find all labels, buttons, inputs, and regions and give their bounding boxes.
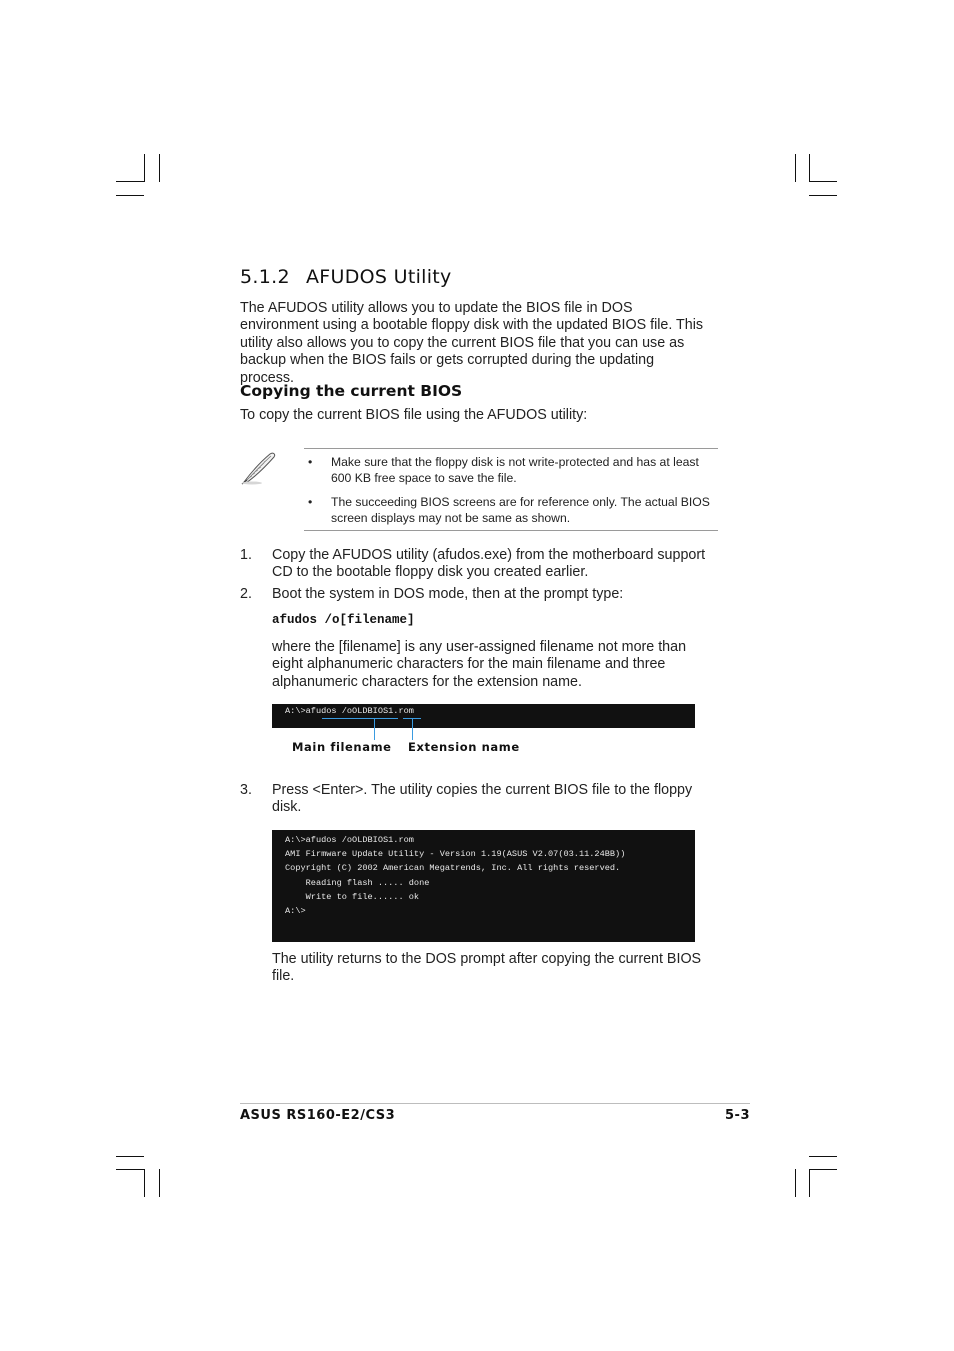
intro-paragraph: The AFUDOS utility allows you to update the BIOS file in DOS environment using a bootable floppy disk with the updated BIOS file. This utility also allows you to copy the current BIOS file that you can use as backup when the BIOS fails or gets corrupted during the updating process. — [240, 300, 704, 386]
footer-model: ASUS RS160-E2/CS3 — [240, 1108, 396, 1123]
crop-mark — [809, 1169, 810, 1197]
note-box — [304, 448, 718, 531]
crop-mark — [795, 154, 796, 182]
terminal-screen — [272, 830, 695, 942]
step-number: 2. — [240, 586, 252, 602]
terminal-line: Copyright (C) 2002 American Megatrends, Inc. All rights reserved. — [285, 863, 621, 873]
crop-mark — [116, 181, 144, 182]
extension-name-label: Extension name — [408, 740, 520, 754]
step-text: Copy the AFUDOS utility (afudos.exe) from the motherboard support CD to the bootable floppy disk you created earlier. — [272, 547, 706, 581]
subsection-heading: Copying the current BIOS — [240, 382, 463, 400]
crop-mark — [159, 154, 160, 182]
terminal-line: AMI Firmware Update Utility - Version 1.19(ASUS V2.07(03.11.24BB)) — [285, 849, 626, 859]
terminal-line: A:\> — [285, 906, 306, 916]
crop-mark — [809, 195, 837, 196]
command-syntax: afudos /o[filename] — [272, 613, 415, 627]
crop-mark — [144, 154, 145, 182]
crop-mark — [116, 1156, 144, 1157]
footer-divider — [240, 1103, 750, 1104]
step-number: 1. — [240, 547, 252, 563]
section-title: AFUDOS Utility — [306, 266, 452, 288]
main-filename-label: Main filename — [292, 740, 392, 754]
command-explanation: where the [filename] is any user-assigned filename not more than eight alphanumeric characters for the main filename and three alphanumeric characters for the extension name. — [272, 639, 687, 690]
crop-mark — [809, 154, 810, 182]
terminal-line: Reading flash ..... done — [285, 878, 430, 888]
terminal-line: A:\>afudos /oOLDBIOS1.rom — [285, 706, 414, 716]
section-heading — [240, 266, 452, 288]
note-text: The succeeding BIOS screens are for reference only. The actual BIOS screen displays may not be same as shown. — [331, 495, 710, 525]
terminal-line: Write to file...... ok — [285, 892, 420, 902]
terminal-screen — [272, 704, 695, 728]
callout-line — [322, 718, 398, 719]
terminal-line: A:\>afudos /oOLDBIOS1.rom — [285, 835, 414, 845]
pencil-note-icon — [240, 448, 278, 486]
section-number: 5.1.2 — [240, 266, 290, 288]
subsection-lead: To copy the current BIOS file using the AFUDOS utility: — [240, 407, 588, 423]
crop-mark — [809, 1156, 837, 1157]
crop-mark — [144, 1169, 145, 1197]
step-number: 3. — [240, 782, 252, 798]
crop-mark — [159, 1169, 160, 1197]
note-text: Make sure that the floppy disk is not write-protected and has at least 600 KB free space to save the file. — [331, 455, 699, 485]
crop-mark — [809, 1169, 837, 1170]
crop-mark — [795, 1169, 796, 1197]
crop-mark — [116, 195, 144, 196]
bullet: • — [308, 495, 313, 509]
footer-page-number: 5-3 — [725, 1108, 750, 1123]
closing-paragraph: The utility returns to the DOS prompt after copying the current BIOS file. — [272, 951, 702, 985]
callout-line — [374, 718, 375, 740]
step-text: Boot the system in DOS mode, then at the prompt type: — [272, 586, 624, 602]
step-text: Press <Enter>. The utility copies the current BIOS file to the floppy disk. — [272, 782, 693, 816]
bullet: • — [308, 455, 313, 469]
crop-mark — [809, 181, 837, 182]
crop-mark — [116, 1169, 144, 1170]
callout-line — [412, 718, 413, 740]
